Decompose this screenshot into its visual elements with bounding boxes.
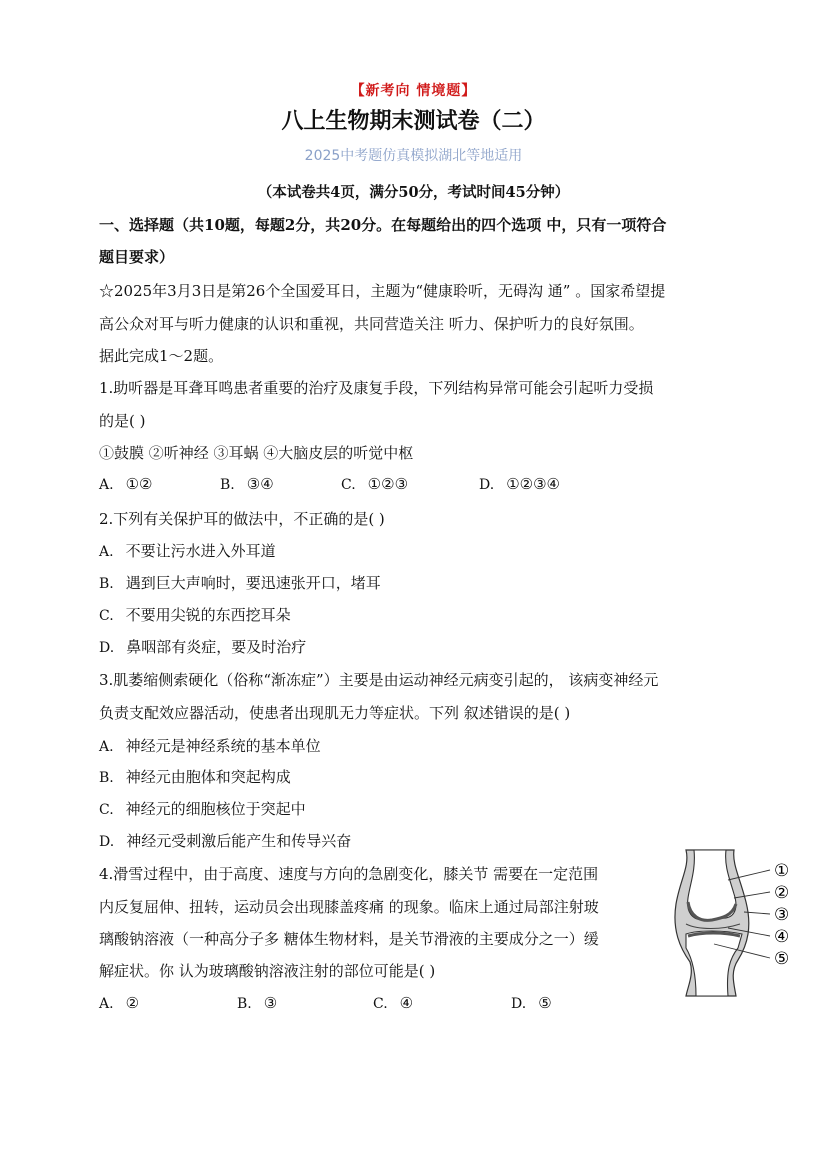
knee-joint-figure <box>668 846 798 1000</box>
section-heading-line1: 一、选择题（共10题，每题2分，共20分。在每题给出的四个选项 中，只有一项符合 <box>99 216 667 234</box>
q3-stem-line2: 负责支配效应器活动，使患者出现肌无力等症状。下列 叙述错误的是( ) <box>99 704 571 722</box>
option-text: ①②③④ <box>506 475 560 493</box>
q1-option-c[interactable] <box>341 475 408 493</box>
q4-stem-line2: 内反复屈伸、扭转，运动员会出现膝盖疼痛 的现象。临床上通过局部注射玻 <box>99 898 599 916</box>
q2-option-c[interactable] <box>99 604 291 625</box>
option-text: 不要用尖锐的东西挖耳朵 <box>125 606 291 624</box>
option-text: ①②③ <box>367 475 409 493</box>
q4-option-d[interactable] <box>511 994 552 1012</box>
figure-label-5: ⑤ <box>774 949 790 969</box>
knee-joint-diagram <box>668 846 798 1000</box>
option-text: ⑤ <box>538 994 552 1012</box>
q1-option-a[interactable] <box>99 475 152 493</box>
option-letter: B. <box>220 477 235 493</box>
q4-option-c[interactable] <box>373 994 413 1012</box>
page-subtitle: 2025中考题仿真模拟湖北等地适用 <box>304 148 523 164</box>
q4-stem-line4: 解症状。你 认为玻璃酸钠溶液注射的部位可能是( ) <box>99 962 436 980</box>
q4-option-a[interactable] <box>99 994 139 1012</box>
q1-structures: ①鼓膜 ②听神经 ③耳蜗 ④大脑皮层的听觉中枢 <box>99 444 414 462</box>
q3-option-d[interactable] <box>99 830 351 851</box>
option-letter: A. <box>99 477 114 493</box>
q1-option-d[interactable] <box>479 475 560 493</box>
figure-label-1: ① <box>774 861 790 881</box>
option-letter: A. <box>99 996 114 1012</box>
option-text: ④ <box>399 994 414 1012</box>
q2-option-b[interactable] <box>99 572 381 593</box>
option-text: 神经元受刺激后能产生和传导兴奋 <box>126 832 352 850</box>
option-text: ② <box>125 994 140 1012</box>
q3-option-c[interactable] <box>99 798 306 819</box>
option-letter: B. <box>99 576 114 592</box>
figure-label-4: ④ <box>774 927 790 947</box>
context-line1: ☆2025年3月3日是第26个全国爱耳日，主题为“健康聆听，无碍沟 通” 。国家希望提 <box>99 282 666 300</box>
option-letter: C. <box>373 996 388 1012</box>
option-letter: B. <box>237 996 252 1012</box>
section-heading-line2: 题目要求） <box>99 248 175 266</box>
option-letter: A. <box>99 544 114 560</box>
q4-option-b[interactable] <box>237 994 277 1012</box>
figure-label-3: ③ <box>774 905 790 925</box>
option-letter: A. <box>99 739 114 755</box>
option-text: ①② <box>125 475 153 493</box>
figure-label-2: ② <box>774 883 790 903</box>
q2-option-d[interactable] <box>99 636 306 657</box>
q2-stem: 2.下列有关保护耳的做法中，不正确的是( ) <box>99 510 385 528</box>
context-line2: 高公众对耳与听力健康的认识和重视，共同营造关注 听力、保护听力的良好氛围。 <box>99 315 644 333</box>
option-text: ③④ <box>246 475 274 493</box>
option-letter: C. <box>99 608 114 624</box>
option-text: 遇到巨大声响时，要迅速张开口，堵耳 <box>125 574 381 592</box>
option-letter: B. <box>99 770 114 786</box>
option-letter: D. <box>479 477 495 493</box>
q1-stem-line1: 1.助听器是耳聋耳鸣患者重要的治疗及康复手段，下列结构异常可能会引起听力受损 <box>99 379 654 397</box>
option-text: ③ <box>263 994 278 1012</box>
context-line3: 据此完成1～2题。 <box>99 347 224 365</box>
exam-info: （本试卷共4页，满分50分，考试时间45分钟） <box>257 184 570 201</box>
q2-option-a[interactable] <box>99 540 276 561</box>
option-text: 鼻咽部有炎症，要及时治疗 <box>126 638 307 656</box>
q1-option-b[interactable] <box>220 475 274 493</box>
q1-stem-line2: 的是( ) <box>99 412 146 430</box>
new-direction-tag: 【新考向 情境题】 <box>350 83 477 99</box>
q3-option-a[interactable] <box>99 735 321 756</box>
option-letter: D. <box>99 834 115 850</box>
option-text: 神经元的细胞核位于突起中 <box>125 800 306 818</box>
q3-stem-line1: 3.肌萎缩侧索硬化（俗称“渐冻症”）主要是由运动神经元病变引起的， 该病变神经元 <box>99 671 659 689</box>
option-text: 不要让污水进入外耳道 <box>125 542 276 560</box>
option-text: 神经元由胞体和突起构成 <box>125 768 291 786</box>
q4-stem-line1: 4.滑雪过程中，由于高度、速度与方向的急剧变化，膝关节 需要在一定范围 <box>99 865 599 883</box>
q3-option-b[interactable] <box>99 766 291 787</box>
option-letter: D. <box>99 640 115 656</box>
option-text: 神经元是神经系统的基本单位 <box>125 737 321 755</box>
option-letter: C. <box>99 802 114 818</box>
option-letter: C. <box>341 477 356 493</box>
q4-stem-line3: 璃酸钠溶液（一种高分子多 糖体生物材料，是关节滑液的主要成分之一）缓 <box>99 930 599 948</box>
option-letter: D. <box>511 996 527 1012</box>
page-title: 八上生物期末测试卷（二） <box>281 109 546 134</box>
